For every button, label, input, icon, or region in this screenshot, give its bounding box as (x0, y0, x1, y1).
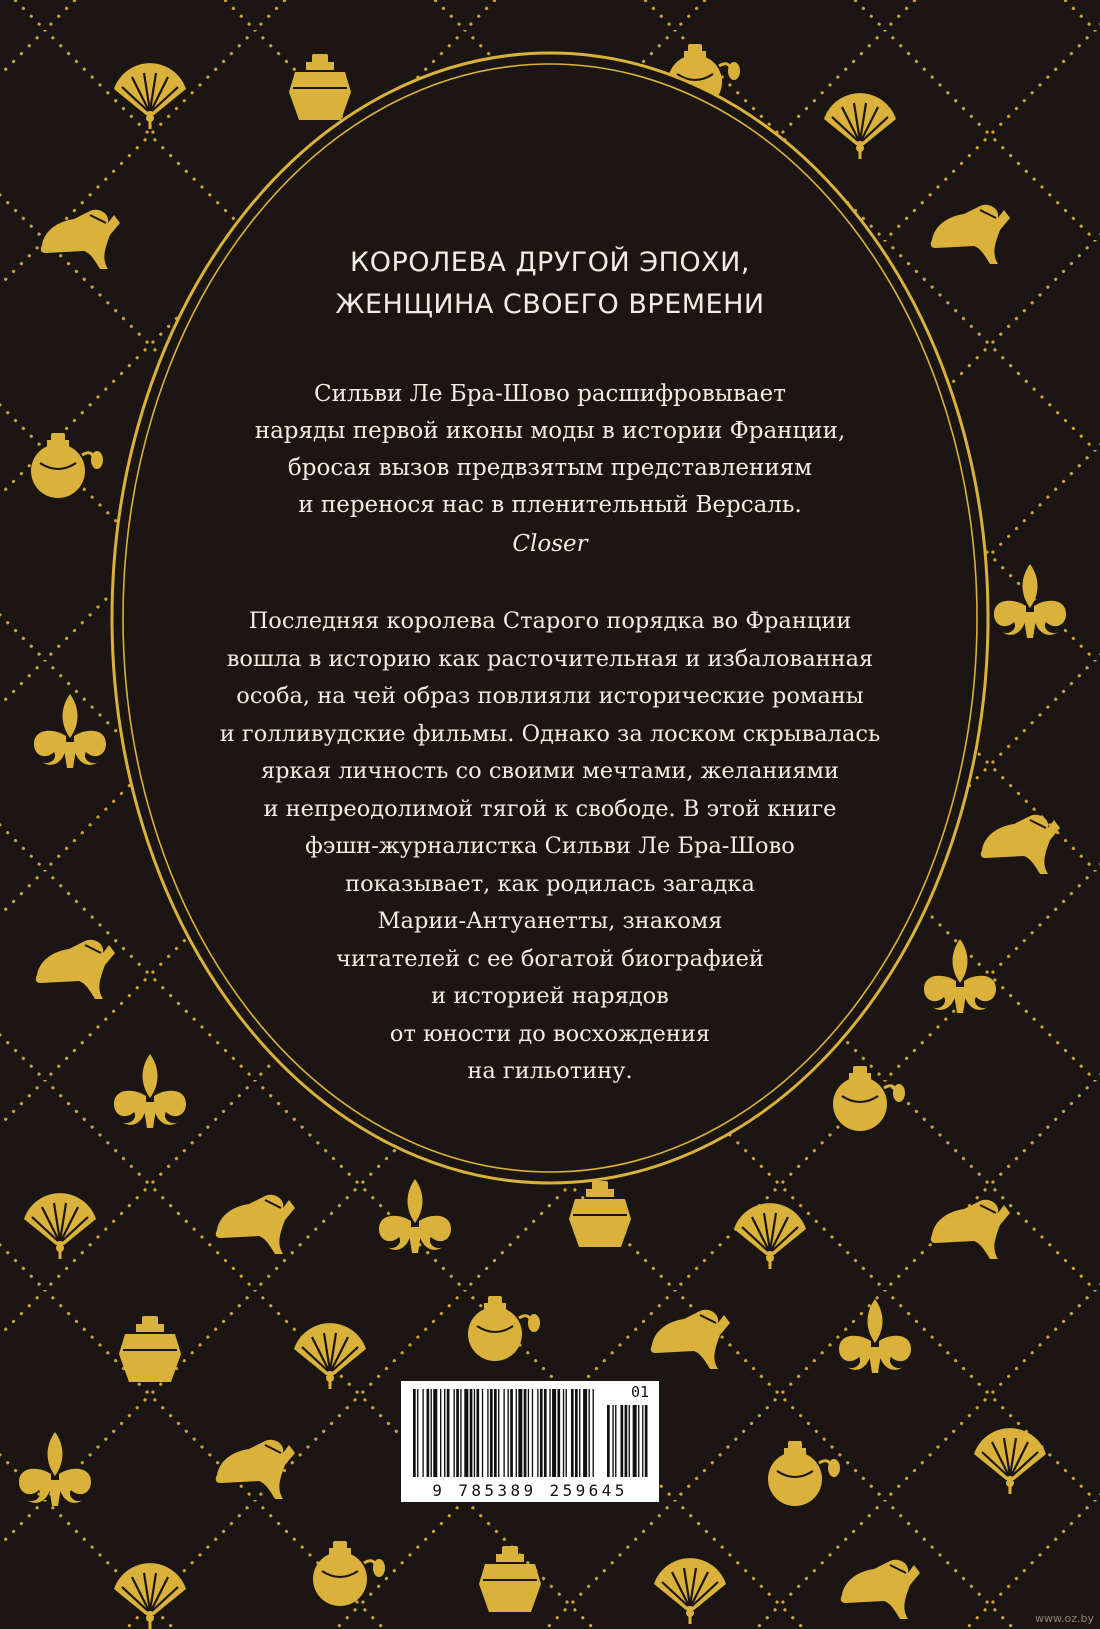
press-quote (0, 376, 1100, 524)
isbn-number: 9 785389 259645 (432, 1481, 628, 1500)
watermark: www.oz.by (1035, 1612, 1094, 1625)
description-line: вошла в историю как расточительная и избалованная (226, 645, 874, 672)
description-line: Последняя королева Старого порядка во Франции (248, 608, 852, 634)
description-line: и непреодолимой тягой к свободе. В этой книге (263, 795, 837, 822)
quote-line: бросая вызов предвзятым представлениям (287, 455, 813, 481)
barcode-addon: 01 (630, 1383, 649, 1401)
quote-line: и перенося нас в пленительный Версаль. (298, 492, 802, 518)
book-description (0, 603, 1100, 1091)
description-line: особа, на чей образ повлияли исторические романы (236, 683, 864, 709)
description-line: и историей нарядов (431, 983, 669, 1009)
quote-source: Closer (512, 531, 588, 557)
quote-line: Сильви Ле Бра-Шово расшифровывает (314, 381, 786, 407)
description-line: на гильотину. (467, 1058, 633, 1084)
description-line: Марии-Антуанетты, знакомя (377, 908, 723, 934)
description-line: и голливудские фильмы. Однако за лоском скрывалась (219, 720, 881, 747)
heading (0, 242, 1100, 326)
description-line: читателей с ее богатой биографией (336, 945, 764, 972)
description-line: показывает, как родилась загадка (345, 870, 755, 897)
quote-line: наряды первой иконы моды в истории Франции, (254, 418, 846, 444)
isbn-barcode (401, 1381, 659, 1502)
heading-line: КОРОЛЕВА ДРУГОЙ ЭПОХИ, (350, 247, 750, 278)
description-line: яркая личность со своими мечтами, желаниями (260, 758, 840, 784)
heading-line: ЖЕНЩИНА СВОЕГО ВРЕМЕНИ (335, 289, 765, 320)
description-line: от юности до восхождения (389, 1020, 711, 1047)
description-line: фэшн-журналистка Сильви Ле Бра-Шово (305, 833, 795, 859)
